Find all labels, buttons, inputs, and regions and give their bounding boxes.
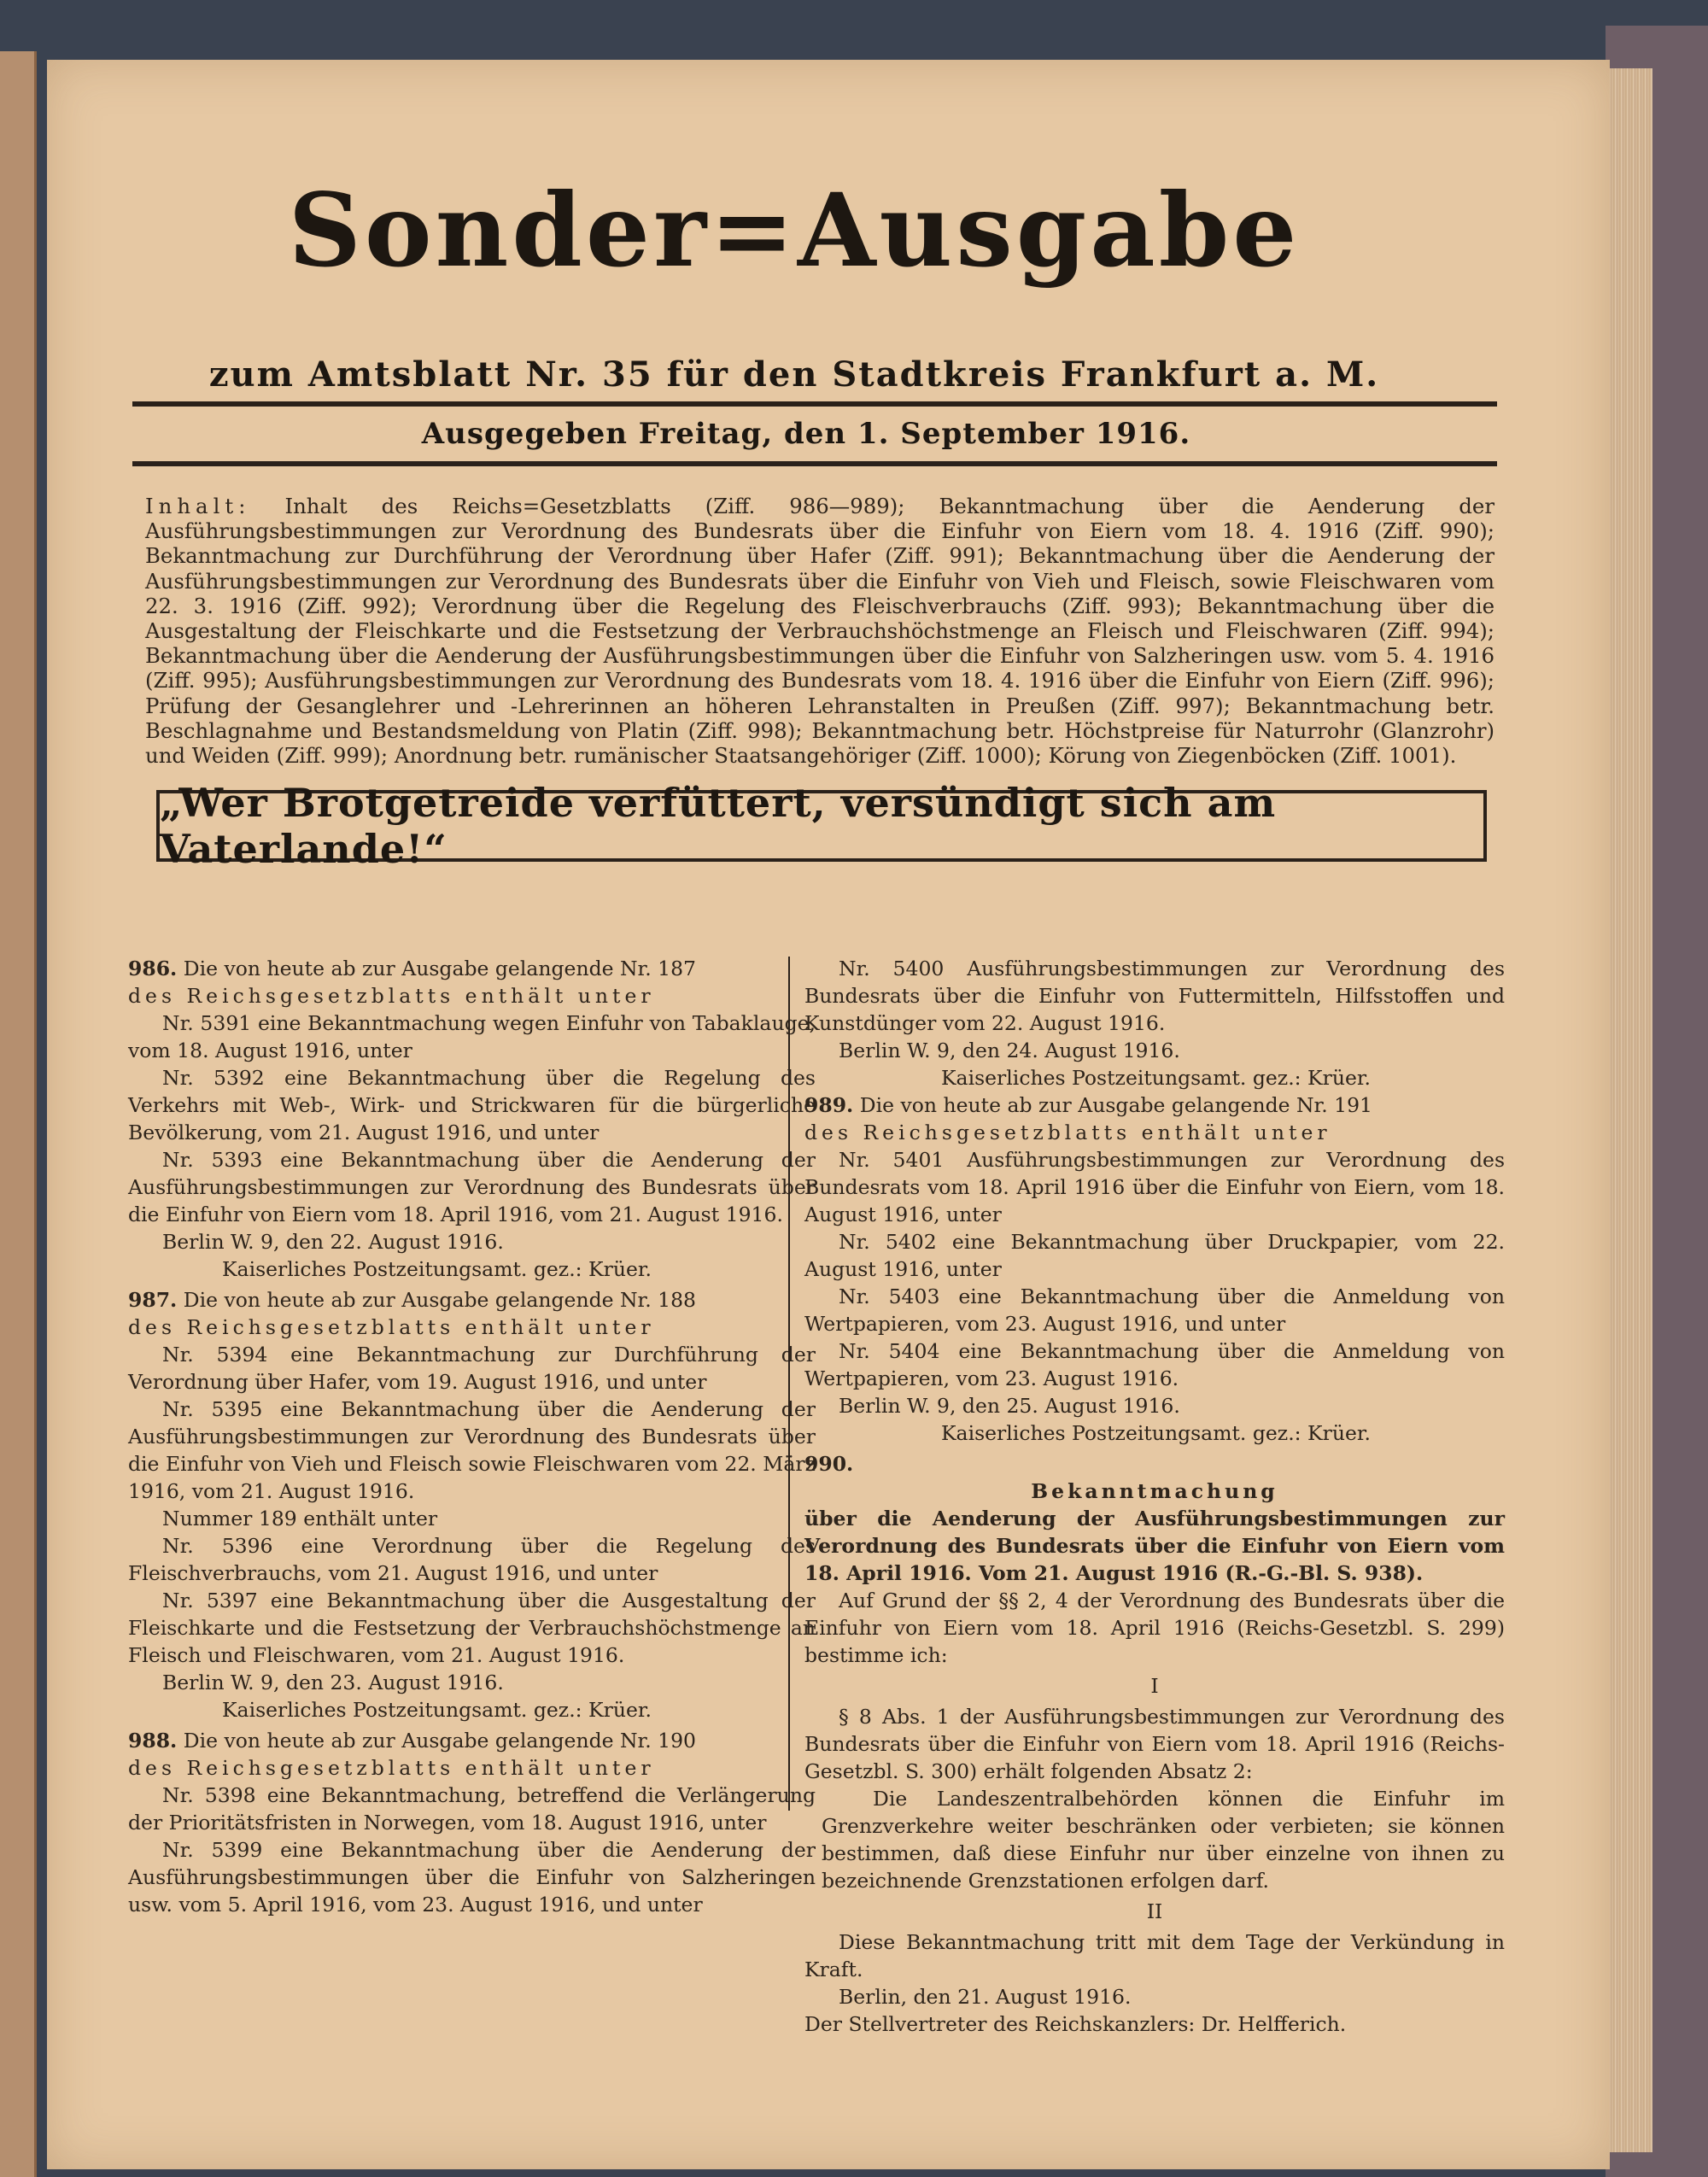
entry: Nr. 5403 eine Bekanntmachung über die Anmeldung von Wertpapieren, vom 23. August 1916, und unter	[804, 1285, 1505, 1336]
entry: Nr. 5398 eine Bekanntmachung, betreffend die Verlängerung der Prioritätsfristen in Norwegen, vom 18. August 1916, unter	[128, 1783, 816, 1835]
page-subtitle: zum Amtsblatt Nr. 35 für den Stadtkreis Frankfurt a. M.	[208, 354, 1380, 395]
section-intro: Die von heute ab zur Ausgabe gelangende Nr. 191	[859, 1093, 1373, 1117]
body-text: Auf Grund der §§ 2, 4 der Verordnung des Bundesrats über die Einfuhr von Eiern vom 18. April 1916 (Reichs-Gesetzbl. S. 299) bestimme ich:	[804, 1589, 1505, 1667]
contents-label: Inhalt:	[145, 494, 251, 518]
entry: Nr. 5404 eine Bekanntmachung über die Anmeldung von Wertpapieren, vom 23. August 1916.	[804, 1339, 1505, 1390]
section-988	[128, 1727, 816, 1754]
entry: Nummer 189 enthält unter	[162, 1507, 438, 1530]
section-number: 989.	[804, 1093, 854, 1117]
section-heading: Bekanntmachung	[1031, 1479, 1278, 1503]
rgb-line: des Reichsgesetzblatts enthält unter	[128, 1315, 655, 1339]
signature: Der Stellvertreter des Reichskanzlers: Dr. Helfferich.	[804, 2012, 1347, 2036]
section-number: 988.	[128, 1729, 178, 1753]
signature: Kaiserliches Postzeitungsamt. gez.: Krüer.	[222, 1257, 652, 1281]
entry: Nr. 5391 eine Bekanntmachung wegen Einfuhr von Tabaklauge, vom 18. August 1916, unter	[128, 1011, 816, 1062]
issue-date: Ausgegeben Freitag, den 1. September 1916.	[421, 417, 1191, 451]
section-number: 987.	[128, 1288, 178, 1312]
rule-bottom	[132, 461, 1497, 466]
section-986	[128, 955, 816, 982]
section-987	[128, 1286, 816, 1314]
contents-paragraph	[145, 494, 1494, 768]
entry: Nr. 5399 eine Bekanntmachung über die Aenderung der Ausführungsbestimmungen über die Einfuhr von Salzheringen usw. vom 5. April 1916, vom 23. August 1916, und unter	[128, 1838, 816, 1917]
section-title: über die Aenderung der Ausführungsbestimmungen zur Verordnung des Bundesrats über die Einfuhr von Eiern vom 18. April 1916. Vom 21. August 1916 (R.-G.-Bl. S. 938).	[804, 1507, 1505, 1585]
newspaper-page	[47, 60, 1610, 2169]
quoted-text: Die Landeszentralbehörden können die Einfuhr im Grenzverkehre weiter beschränken oder verbieten; sie können bestimmen, daß diese Einfuhr nur über einzelne von ihnen zu bezeichnende Grenzstationen erfolgen darf.	[822, 1787, 1505, 1893]
signature: Kaiserliches Postzeitungsamt. gez.: Krüer.	[941, 1421, 1372, 1445]
entry: Nr. 5392 eine Bekanntmachung über die Regelung des Verkehrs mit Web-, Wirk- und Strickwaren für die bürgerliche Bevölkerung, vom 21. August 1916, und unter	[128, 1066, 816, 1144]
body-text: Diese Bekanntmachung tritt mit dem Tage der Verkündung in Kraft.	[804, 1930, 1505, 1981]
place-date: Berlin W. 9, den 24. August 1916.	[839, 1039, 1180, 1062]
roman-numeral: I	[1150, 1674, 1159, 1698]
roman-numeral: II	[1146, 1899, 1163, 1923]
section-989	[804, 1091, 1505, 1119]
left-column	[128, 955, 816, 1918]
motto-text: „Wer Brotgetreide verfüttert, versündigt sich am Vaterlande!“	[160, 780, 1277, 872]
entry: Nr. 5400 Ausführungsbestimmungen zur Verordnung des Bundesrats über die Einfuhr von Futtermitteln, Hilfsstoffen und Kunstdünger vom 22. August 1916.	[804, 957, 1505, 1035]
place-date: Berlin W. 9, den 22. August 1916.	[162, 1230, 504, 1254]
entry: Nr. 5402 eine Bekanntmachung über Druckpapier, vom 22. August 1916, unter	[804, 1230, 1505, 1281]
place-date: Berlin W. 9, den 25. August 1916.	[839, 1394, 1180, 1418]
entry: Nr. 5395 eine Bekanntmachung über die Aenderung der Ausführungsbestimmungen zur Verordnung des Bundesrats über die Einfuhr von Vieh und Fleisch sowie Fleischwaren vom 22. März 1916, vom 21. August 1916.	[128, 1397, 816, 1503]
signature: Kaiserliches Postzeitungsamt. gez.: Krüer.	[222, 1698, 652, 1722]
section-intro: Die von heute ab zur Ausgabe gelangende Nr. 188	[183, 1288, 697, 1312]
motto-box	[156, 780, 1487, 872]
page-edges	[1606, 68, 1652, 2152]
place-date: Berlin, den 21. August 1916.	[839, 1985, 1132, 2009]
contents-text: Inhalt des Reichs=Gesetzblatts (Ziff. 986—989); Bekanntmachung über die Aenderung der Ausführungsbestimmungen zur Verordnung des Bundesrats über die Einfuhr von Eiern vom 18. 4. 1916 (Ziff. 990); Bekanntmachung zur Durchführung der Verordnung über Hafer (Ziff. 991); Bekanntmachung über die Aenderung der Ausführungsbestimmungen zur Verordnung des Bundesrats über die Einfuhr von Vieh und Fleisch, sowie Fleischwaren vom 22. 3. 1916 (Ziff. 992); Verordnung über die Regelung des Fleischverbrauchs (Ziff. 993); Bekanntmachung über die Ausgestaltung der Fleischkarte und die Festsetzung der Verbrauchshöchstmenge an Fleisch und Fleischwaren (Ziff. 994); Bekanntmachung über die Aenderung der Ausführungsbestimmungen über die Einfuhr von Salzheringen usw. vom 5. 4. 1916 (Ziff. 995); Ausführungsbestimmungen zur Verordnung des Bundesrats vom 18. 4. 1916 über die Einfuhr von Eiern (Ziff. 996); Prüfung der Gesanglehrer und -Lehrerinnen an höheren Lehranstalten in Preußen (Ziff. 997); Bekanntmachung betr. Beschlagnahme und Bestandsmeldung von Platin (Ziff. 998); Bekanntmachung betr. Höchstpreise für Naturrohr (Glanzrohr) und Weiden (Ziff. 999); Anordnung betr. rumänischer Staatsangehöriger (Ziff. 1000); Körung von Ziegenböcken (Ziff. 1001).	[145, 494, 1494, 769]
entry: Nr. 5401 Ausführungsbestimmungen zur Verordnung des Bundesrats vom 18. April 1916 über die Einfuhr von Eiern, vom 18. August 1916, unter	[804, 1148, 1505, 1226]
entry: Nr. 5394 eine Bekanntmachung zur Durchführung der Verordnung über Hafer, vom 19. August 1916, und unter	[128, 1343, 816, 1394]
entry: Nr. 5397 eine Bekanntmachung über die Ausgestaltung der Fleischkarte und die Festsetzung der Verbrauchshöchstmenge an Fleisch und Fleischwaren, vom 21. August 1916.	[128, 1589, 816, 1667]
section-intro: Die von heute ab zur Ausgabe gelangende Nr. 187	[183, 957, 697, 980]
entry: Nr. 5393 eine Bekanntmachung über die Aenderung der Ausführungsbestimmungen zur Verordnung des Bundesrats über die Einfuhr von Eiern vom 18. April 1916, vom 21. August 1916.	[128, 1148, 816, 1226]
entry: Nr. 5396 eine Verordnung über die Regelung des Fleischverbrauchs, vom 21. August 1916, und unter	[128, 1534, 816, 1585]
rule-top	[132, 401, 1497, 407]
signature: Kaiserliches Postzeitungsamt. gez.: Krüer.	[941, 1066, 1372, 1090]
masthead	[47, 171, 1610, 290]
place-date: Berlin W. 9, den 23. August 1916.	[162, 1671, 504, 1694]
right-column	[804, 955, 1505, 2038]
body-text: § 8 Abs. 1 der Ausführungsbestimmungen zur Verordnung des Bundesrats über die Einfuhr von Eiern vom 18. April 1916 (Reichs-Gesetzbl. S. 300) erhält folgenden Absatz 2:	[804, 1705, 1505, 1783]
section-number: 990.	[804, 1452, 854, 1476]
rgb-line: des Reichsgesetzblatts enthält unter	[128, 1756, 655, 1780]
page-title: Sonder=Ausgabe	[288, 171, 1301, 290]
section-number: 986.	[128, 957, 178, 980]
rgb-line: des Reichsgesetzblatts enthält unter	[128, 984, 655, 1008]
rgb-line: des Reichsgesetzblatts enthält unter	[804, 1121, 1331, 1144]
section-990	[804, 1450, 1505, 1478]
section-intro: Die von heute ab zur Ausgabe gelangende Nr. 190	[183, 1729, 697, 1753]
